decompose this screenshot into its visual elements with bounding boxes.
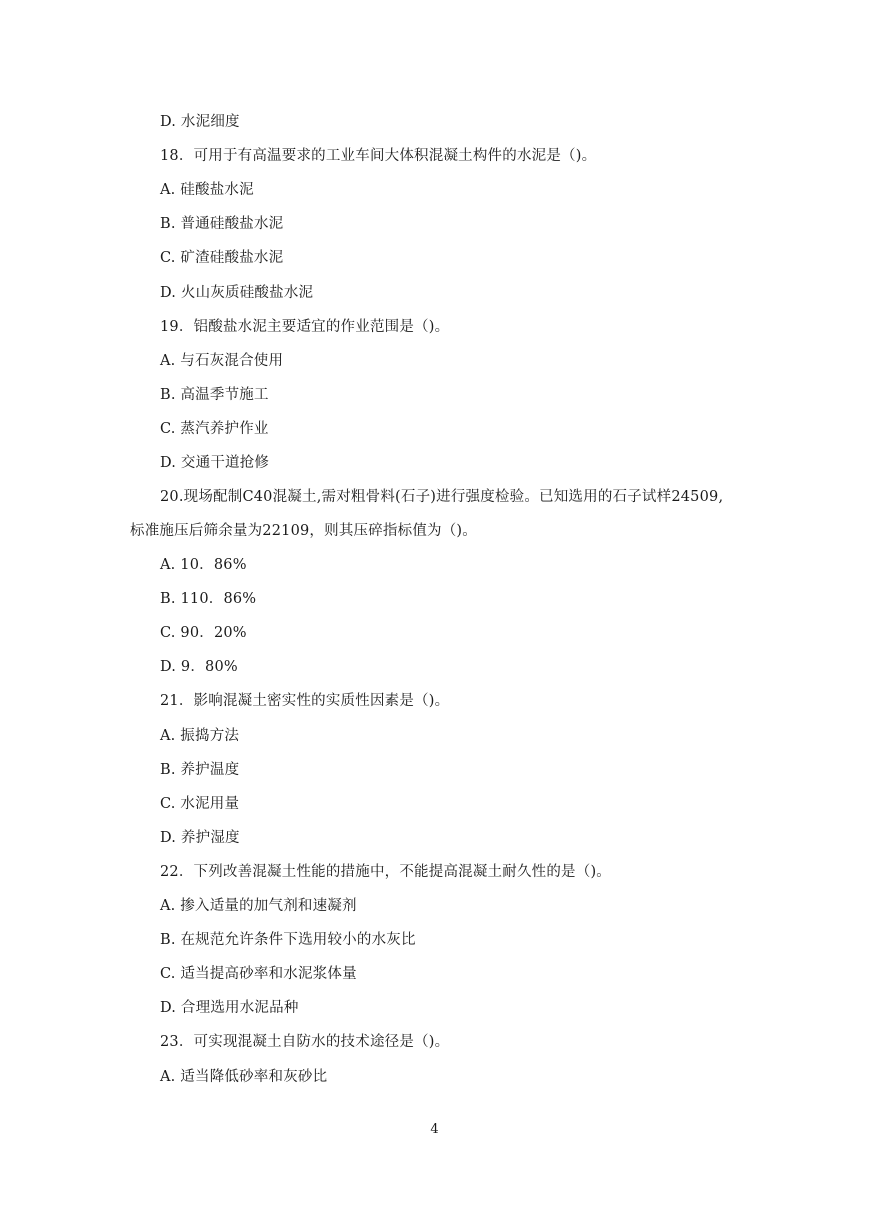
option-20b: B. 110．86% (160, 591, 257, 607)
option-22c: C. 适当提高砂率和水泥浆体量 (160, 966, 357, 982)
question-20-line-2: 标准施压后筛余量为22109，则其压碎指标值为（)。 (130, 523, 477, 539)
option-19d: D. 交通干道抢修 (160, 455, 270, 471)
option-21a: A. 振捣方法 (160, 728, 240, 744)
option-19b: B. 高温季节施工 (160, 387, 269, 403)
option-21d: D. 养护湿度 (160, 830, 240, 846)
option-18d: D. 火山灰质硅酸盐水泥 (160, 285, 314, 301)
option-18a: A. 硅酸盐水泥 (160, 182, 254, 198)
option-21b: B. 养护温度 (160, 762, 240, 778)
question-22: 22．下列改善混凝土性能的措施中，不能提高混凝土耐久性的是（)。 (160, 864, 612, 880)
question-18: 18．可用于有高温要求的工业车间大体积混凝土构件的水泥是（)。 (160, 148, 597, 164)
option-18c: C. 矿渣硅酸盐水泥 (160, 250, 284, 266)
option-17d: D. 水泥细度 (160, 114, 240, 130)
option-20d: D. 9．80% (160, 659, 238, 675)
option-22a: A. 掺入适量的加气剂和速凝剂 (160, 898, 357, 914)
option-20a: A. 10．86% (160, 557, 247, 573)
option-19c: C. 蒸汽养护作业 (160, 421, 269, 437)
option-18b: B. 普通硅酸盐水泥 (160, 216, 284, 232)
option-19a: A. 与石灰混合使用 (160, 353, 284, 369)
page-number: 4 (430, 1122, 439, 1137)
option-21c: C. 水泥用量 (160, 796, 240, 812)
question-20-line-1: 20.现场配制C40混凝土,需对粗骨料(石子)进行强度检验。已知选用的石子试样24509, (160, 489, 724, 505)
option-23a: A. 适当降低砂率和灰砂比 (160, 1069, 328, 1085)
question-21: 21．影响混凝土密实性的实质性因素是（)。 (160, 693, 450, 709)
question-23: 23．可实现混凝土自防水的技术途径是（)。 (160, 1034, 450, 1050)
option-20c: C. 90．20% (160, 625, 247, 641)
question-19: 19．铝酸盐水泥主要适宜的作业范围是（)。 (160, 319, 450, 335)
option-22b: B. 在规范允许条件下选用较小的水灰比 (160, 932, 416, 948)
option-22d: D. 合理选用水泥品种 (160, 1000, 299, 1016)
